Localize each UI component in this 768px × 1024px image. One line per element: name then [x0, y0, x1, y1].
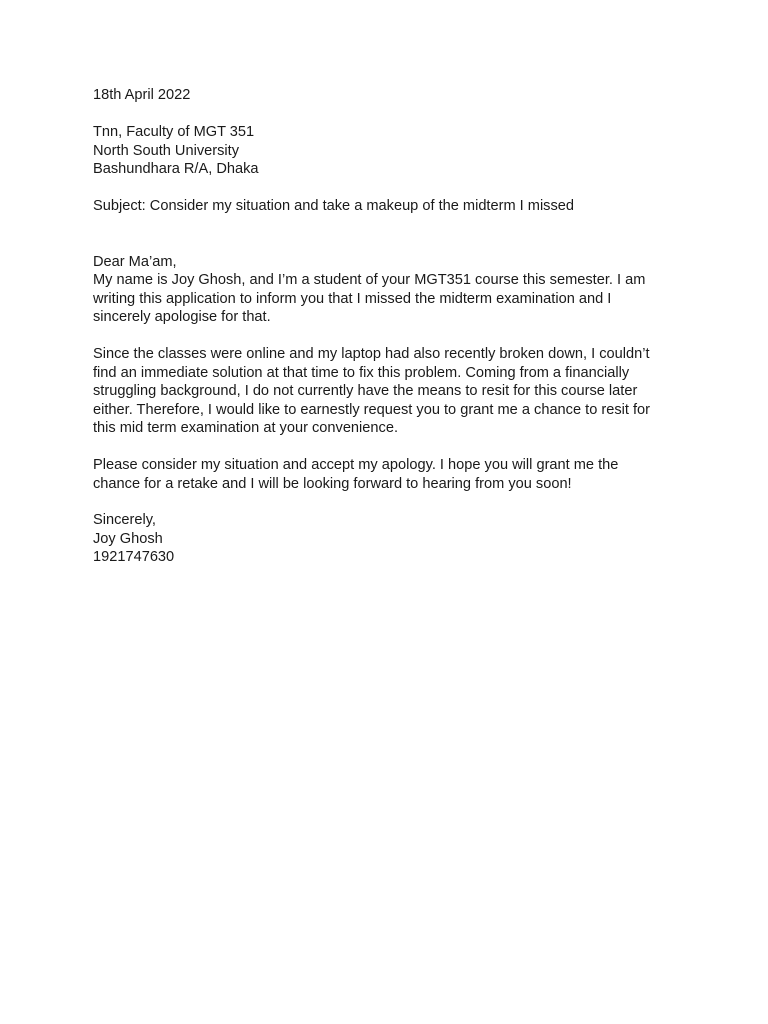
closing: Sincerely,: [93, 512, 156, 528]
paragraph-2-line: Since the classes were online and my laptop had also recently broken down, I couldn’t: [93, 346, 650, 362]
recipient-line-2: North South University: [93, 143, 239, 159]
paragraph-2-line: this mid term examination at your convenience.: [93, 420, 398, 436]
recipient-line-1: Tnn, Faculty of MGT 351: [93, 124, 255, 140]
salutation: Dear Ma’am,: [93, 254, 177, 270]
recipient-line-3: Bashundhara R/A, Dhaka: [93, 161, 259, 177]
student-id: 1921747630: [93, 549, 175, 565]
paragraph-1-line: sincerely apologise for that.: [93, 309, 271, 325]
paragraph-1-line: My name is Joy Ghosh, and I’m a student of your MGT351 course this semester. I am: [93, 272, 646, 288]
paragraph-2-line: either. Therefore, I would like to earnestly request you to grant me a chance to resit for: [93, 402, 651, 418]
letter-subject: Subject: Consider my situation and take a makeup of the midterm I missed: [93, 198, 575, 214]
letter-date: 18th April 2022: [93, 87, 191, 103]
signature-name: Joy Ghosh: [93, 531, 163, 547]
paragraph-1-line: writing this application to inform you that I missed the midterm examination and I: [93, 291, 612, 307]
paragraph-3-line: chance for a retake and I will be looking forward to hearing from you soon!: [93, 476, 572, 492]
paragraph-2-line: find an immediate solution at that time to fix this problem. Coming from a financially: [93, 365, 630, 381]
paragraph-2-line: struggling background, I do not currently have the means to resit for this course later: [93, 383, 638, 399]
paragraph-3-line: Please consider my situation and accept my apology. I hope you will grant me the: [93, 457, 619, 473]
